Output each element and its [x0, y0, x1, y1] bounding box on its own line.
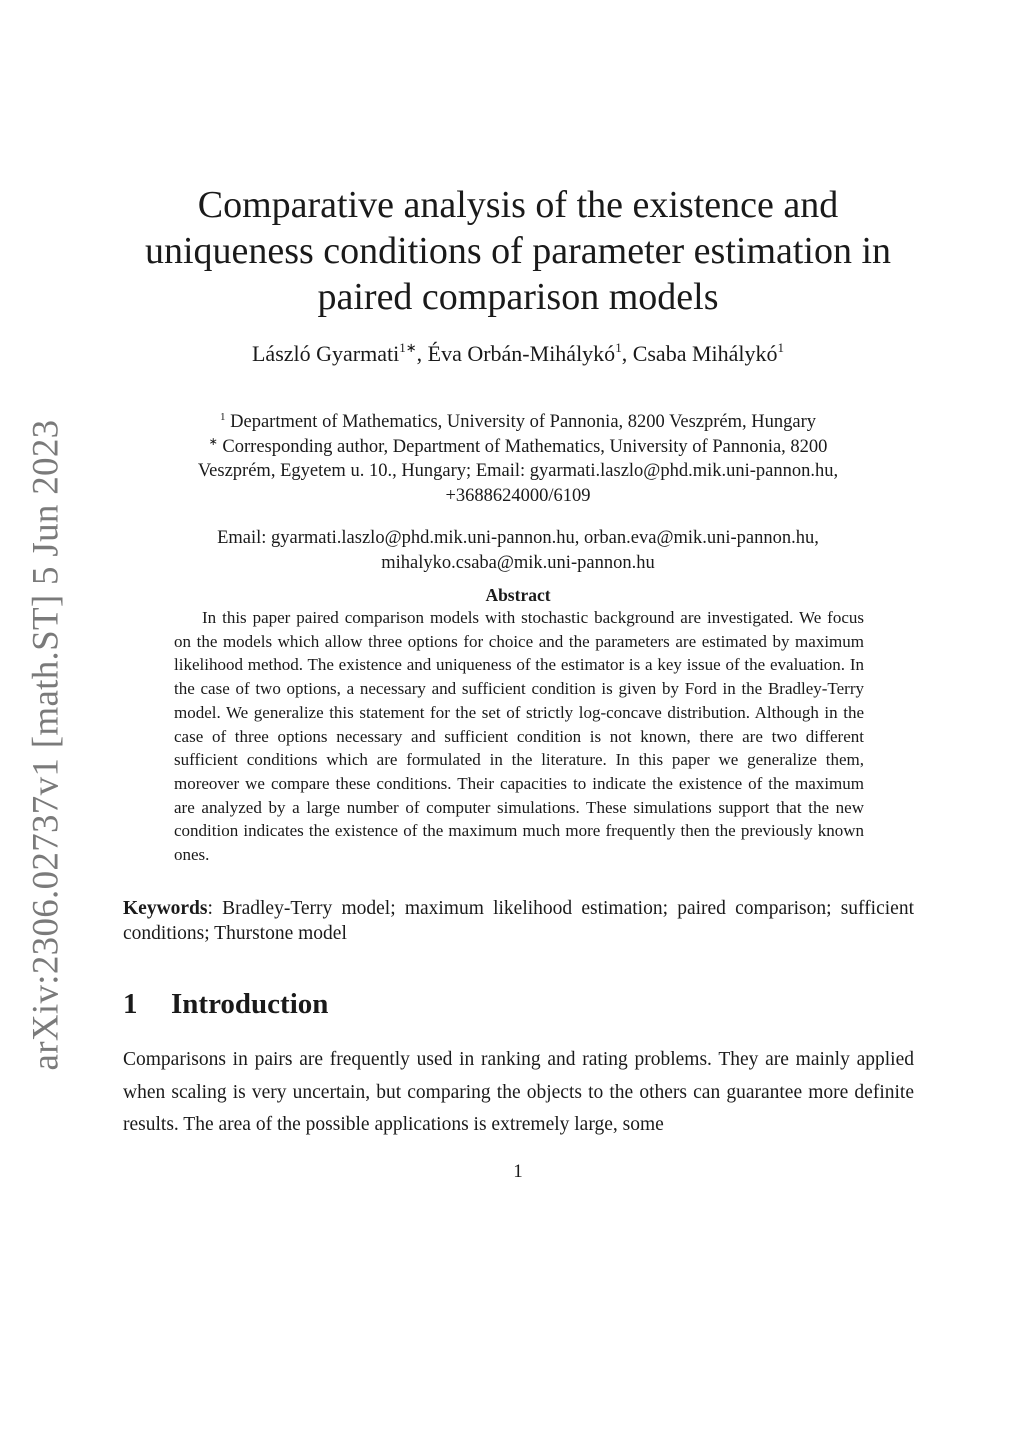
affiliation-phone: +3688624000/6109	[445, 485, 591, 506]
section-title: Introduction	[171, 988, 329, 1020]
keywords-label: Keywords	[123, 898, 208, 919]
abstract-heading: Abstract	[485, 585, 551, 605]
author-affiliation-marker: 1∗	[399, 340, 417, 355]
section-number: 1	[123, 988, 138, 1020]
abstract-text: In this paper paired comparison models with stochastic background are investigated. We focus on the models which allow three options for choice and the parameters are estimated by maximum likelihood method. The existence and uniqueness of the estimator is a key issue of the evaluation. In the case of two options, a necessary and sufficient condition is given by Ford in the Bradley-Terry model. We generalize this statement for the set of strictly log-concave distribution. Although in the case of three options necessary and sufficient condition is not known, there are two different sufficient conditions which are formulated in the literature. In this paper we generalize them, moreover we compare these conditions. Their capacities to indicate the existence of the maximum are analyzed by a large number of computer simulations. These simulations support that the new condition indicates the existence of the maximum much more frequently then the previously known ones.	[174, 608, 864, 865]
affiliations	[140, 410, 896, 508]
keywords	[123, 896, 914, 946]
introduction-text: Comparisons in pairs are frequently used in ranking and rating problems. They are mainly applied when scaling is very uncertain, but comparing the objects to the others can guarantee more definite results. The area of the possible applications is extremely large, some	[123, 1049, 914, 1135]
page-number: 1	[513, 1161, 523, 1182]
author-affiliation-marker: 1	[615, 340, 622, 355]
affiliation-marker: 1	[220, 411, 226, 423]
author-name: Csaba Mihálykó	[632, 341, 778, 366]
affiliation-department: $^1$ Department of Mathematics, University of Pannonia, 8200 Veszprém, Hungary	[220, 411, 816, 432]
author-affiliation-marker: 1	[777, 340, 785, 355]
author-emails	[140, 526, 896, 575]
affiliation-corresponding: ∗ Corresponding author, Department of Mathematics, University of Pannonia, 8200	[208, 435, 828, 457]
email-line: Email: gyarmati.laszlo@phd.mik.uni-pannon.hu, orban.eva@mik.uni-pannon.hu,	[217, 528, 819, 548]
paper-title: Comparative analysis of the existence and uniqueness conditions of parameter estimation in paired comparison models	[144, 184, 892, 318]
author-name: Éva Orbán-Mihálykó	[427, 341, 616, 366]
corresponding-marker: ∗	[208, 435, 218, 448]
author-list: László Gyarmati$^{1∗}$, Éva Orbán-Mihálykó$^1$, Csaba Mihálykó$^1$	[251, 340, 785, 366]
affiliation-corresponding-line2: Veszprém, Egyetem u. 10., Hungary; Email: gyarmati.laszlo@phd.mik.uni-pannon.hu,	[197, 461, 839, 481]
arxiv-stamp: arXiv:2306.02737v1 [math.ST] 5 Jun 2023	[25, 419, 67, 1071]
email-line: mihalyko.csaba@mik.uni-pannon.hu	[381, 552, 655, 573]
author-name: László Gyarmati	[251, 341, 400, 366]
keywords-text: : Bradley-Terry model; maximum likelihood estimation; paired comparison; sufficient conditions; Thurstone model	[123, 898, 914, 944]
section-heading	[123, 986, 328, 1022]
